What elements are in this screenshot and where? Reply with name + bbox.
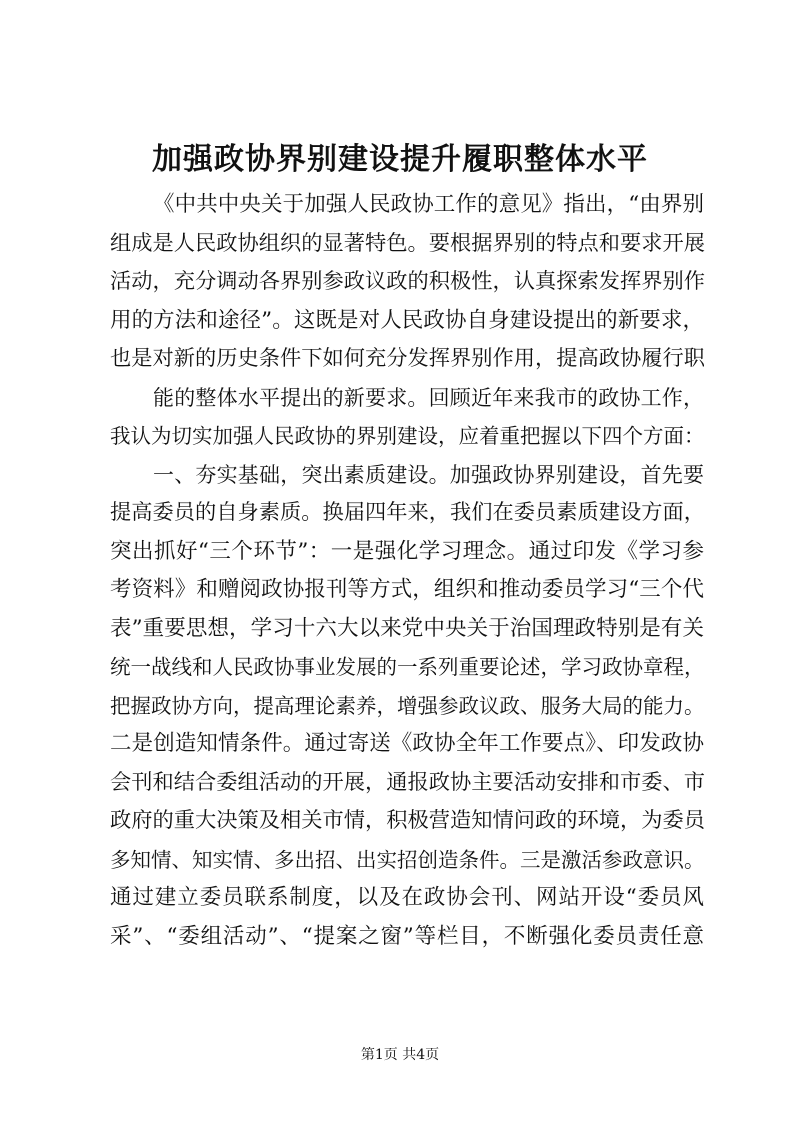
paragraph-line: 能的整体水平提出的新要求。回顾近年来我市的政协工作， — [153, 385, 704, 410]
document-body — [110, 186, 704, 956]
paragraph-line: 提高委员的自身素质。换届四年来，我们在委员素质建设方面， — [110, 500, 706, 525]
paragraph-line: 政府的重大决策及相关市情，积极营造知情问政的环境，为委员 — [110, 808, 706, 833]
paragraph-line: 把握政协方向，提高理论素养，增强参政议政、服务大局的能力。 — [110, 693, 705, 718]
paragraph-line: 用的方法和途径”。这既是对人民政协自身建设提出的新要求， — [110, 307, 704, 333]
paragraph-line: 采”、“委组活动”、“提案之窗”等栏目，不断强化委员责任意 — [110, 923, 704, 949]
paragraph-line: 多知情、知实情、多出招、出实招创造条件。三是激活参政意识。 — [110, 847, 705, 872]
paragraph-line: 也是对新的历史条件下如何充分发挥界别作用，提高政协履行职 — [110, 346, 706, 371]
paragraph-line: 考资料》和赠阅政协报刊等方式，组织和推动委员学习“三个代 — [110, 577, 704, 602]
paragraph-line: 会刊和结合委组活动的开展，通报政协主要活动安排和市委、市 — [110, 769, 706, 795]
paragraph-line: 活动，充分调动各界别参政议政的积极性，认真探索发挥界别作 — [110, 269, 706, 294]
paragraph-line: 通过建立委员联系制度，以及在政协会刊、网站开设“委员风 — [110, 885, 704, 910]
paragraph-line: 组成是人民政协组织的显著特色。要根据界别的特点和要求开展 — [110, 230, 706, 256]
paragraph-line: 一、夯实基础，突出素质建设。加强政协界别建设，首先要 — [153, 462, 704, 487]
page-number-footer: 第1页 共4页 — [360, 1047, 440, 1063]
paragraph-line: 突出抓好“三个环节”：一是强化学习理念。通过印发《学习参 — [110, 538, 704, 564]
paragraph-line: 统一战线和人民政协事业发展的一系列重要论述，学习政协章程， — [110, 655, 705, 679]
paragraph-line: 表”重要思想，学习十六大以来党中央关于治国理政特别是有关 — [110, 615, 704, 641]
paragraph-line: 我认为切实加强人民政协的界别建设，应着重把握以下四个方面： — [110, 424, 705, 448]
document-title: 加强政协界别建设提升履职整体水平 — [152, 142, 648, 177]
paragraph-line: 二是创造知情条件。通过寄送《政协全年工作要点》、印发政协 — [110, 731, 704, 756]
paragraph-line: 《中共中央关于加强人民政协工作的意见》指出，“由界别 — [153, 192, 704, 217]
